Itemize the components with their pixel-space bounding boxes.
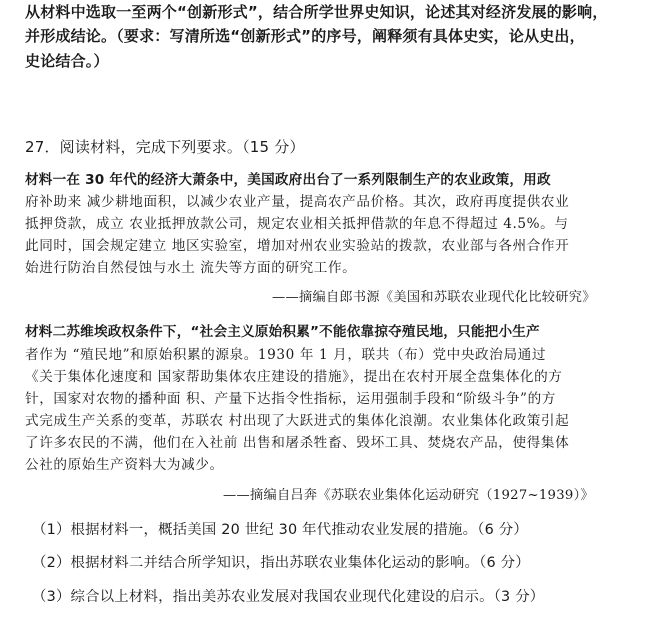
material-line: 材料二苏维埃政权条件下，“社会主义原始积累”不能依靠掠夺殖民地，只能把小生产 xyxy=(25,324,540,340)
question-title: 27．阅读材料，完成下列要求。（15 分） xyxy=(25,138,305,156)
material-two-source: ——摘编自吕奔《苏联农业集体化运动研究（1927~1939）》 xyxy=(223,488,594,503)
intro-line: 从材料中选取一至两个“创新形式”，结合所学世界史知识，论述其对经济发展的影响， xyxy=(25,3,608,21)
material-line: 抵押贷款，成立 农业抵押放款公司，规定农业相关抵押借款的年息不得超过 4.5%。与 xyxy=(25,216,569,232)
material-one-source: ——摘编自郎书源《美国和苏联农业现代化比较研究》 xyxy=(272,290,596,305)
sub-question: （3）综合以上材料，指出美苏农业发展对我国农业现代化建设的启示。（3 分） xyxy=(32,589,545,605)
material-line: 式完成生产关系的变革，苏联农 村出现了大跃进式的集体化浪潮。农业集体化政策引起 xyxy=(25,413,570,429)
intro-line: 并形成结论。（要求：写清所选“创新形式”的序号，阐释须有具体史实，论从史出， xyxy=(25,27,585,45)
intro-line: 史论结合。） xyxy=(25,52,109,70)
material-line: 《关于集体化速度和 国家帮助集体农庄建设的措施》，提出在农村开展全盘集体化的方 xyxy=(25,369,563,385)
material-line: 始进行防治自然侵蚀与水土 流失等方面的研究工作。 xyxy=(25,260,357,276)
material-line: 针，国家对农物的播种面 积、产量下达指令性指标，运用强制手段和“阶级斗争”的方 xyxy=(25,391,556,407)
material-line: 者作为 “殖民地”和原始积累的源泉。1930 年 1 月，联共（布）党中央政治局通过 xyxy=(25,347,547,363)
material-line: 了许多农民的不满，他们在入社前 出售和屠杀牲畜、毁坏工具、焚烧农产品，使得集体 xyxy=(25,435,570,451)
material-line: 材料一在 30 年代的经济大萧条中，美国政府出台了一系列限制生产的农业政策，用政 xyxy=(25,172,551,188)
material-line: 公社的原始生产资料大为减少。 xyxy=(25,457,224,473)
material-line: 府补助来 减少耕地面积，以减少农业产量，提高农产品价格。其次，政府再度提供农业 xyxy=(25,194,570,210)
sub-question: （1）根据材料一，概括美国 20 世纪 30 年代推动农业发展的措施。（6 分） xyxy=(32,522,528,538)
material-line: 此同时，国会规定建立 地区实验室，增加对州农业实验站的拨款，农业部与各州合作开 xyxy=(25,238,570,254)
sub-question: （2）根据材料二并结合所学知识，指出苏联农业集体化运动的影响。（6 分） xyxy=(32,555,530,571)
